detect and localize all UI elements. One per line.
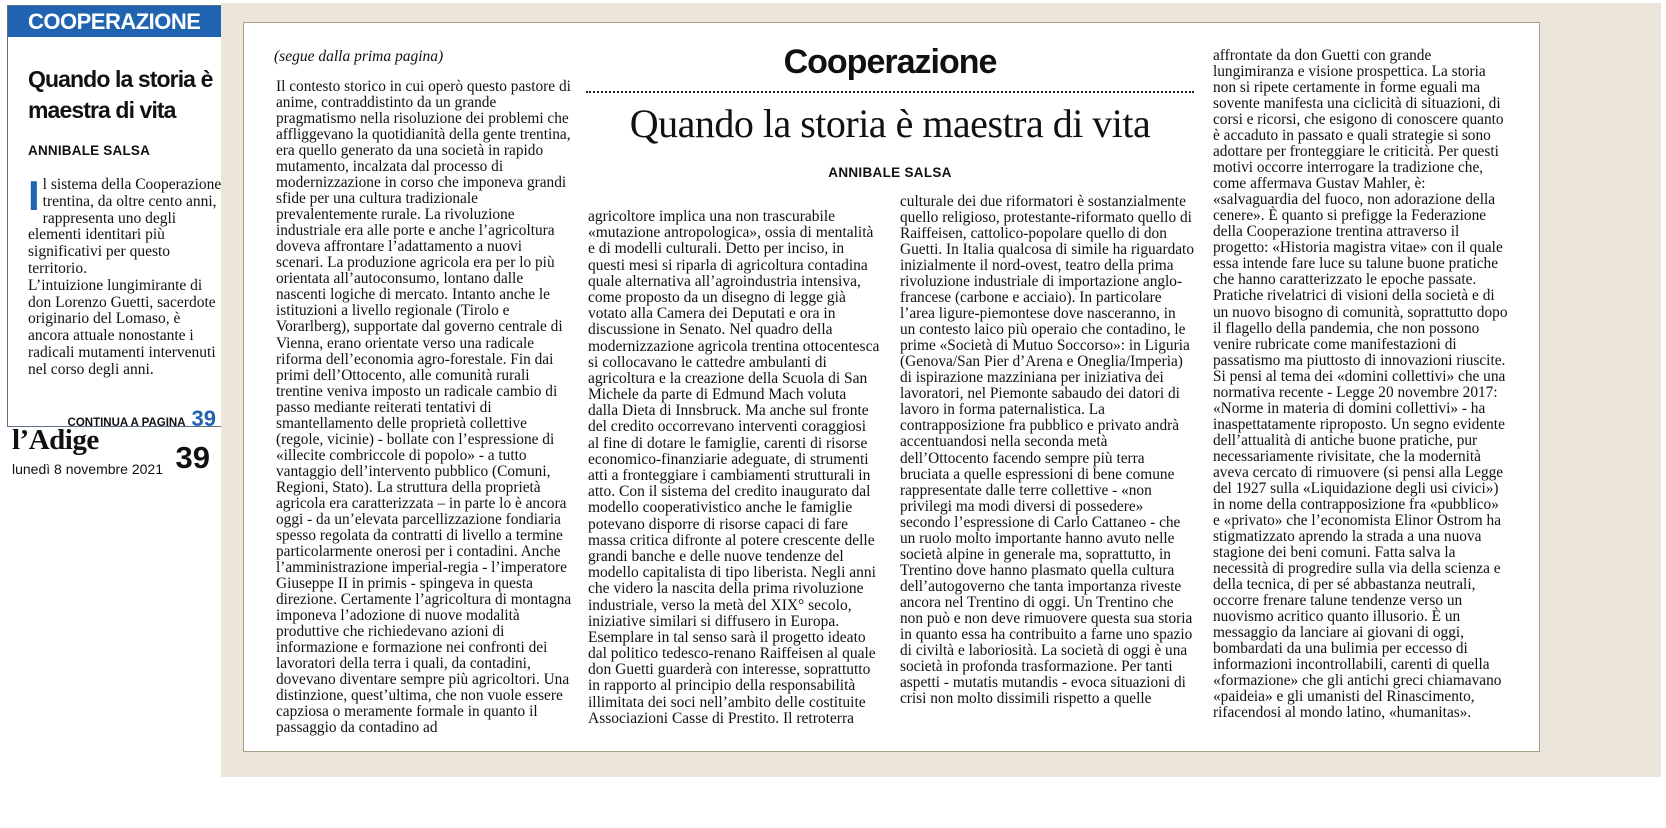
teaser-title: Quando la storia è maestra di vita (28, 66, 213, 123)
column-2-text: agricoltore implica una non trascurabile «mutazione antropologica», ossia di mentalità e di modelli culturali. Detto per inciso, in questi mesi si riparla di agricoltura contadina quale alternativa all’agroindustria intensiva, come proposto da un disegno di legge già votato alla Camera dei Deputati e ora in discussione in Senato. Nel quadro della modernizzazione agricola trentina ottocentesca si collocavano le cattedre ambulanti di agricoltura e la creazione della Scuola di San Michele da parte di Edmund Mach voluta dalla Dieta di Innsbruck. Ma anche sul fronte del credito occorrevano interventi coraggiosi al fine di dotare le famiglie, carenti di risorse economico-finanziarie adeguate, di strumenti atti a fronteggiare i cambiamenti strutturali in atto. Con il sistema del credito inaugurato dal modello cooperativistico anche le famiglie potevano disporre di risorse capaci di fare massa critica difronte al potere crescente delle grandi banche e delle nuove tendenze del modello capitalista di tipo liberista. Negli anni che videro la nascita della prima rivoluzione industriale, verso la metà del XIX° secolo, iniziative similari si diffusero in Europa. Esemplare in tal senso sarà il progetto ideato dal politico tedesco-renano Raiffeisen al quale don Guetti guarderà con interesse, soprattutto in rapporto al principio della responsabilità illimitata dei soci nell’ambito delle costituite Associazioni Casse di Prestito. Il retroterra (588, 208, 880, 727)
section-label: COOPERAZIONE (8, 6, 224, 37)
dotted-divider (586, 91, 1194, 93)
masthead (12, 424, 222, 484)
article-column-4 (1213, 48, 1509, 721)
column-4-text: affrontate da don Guetti con grande lungimiranza e visione prospettica. La storia non si ripete certamente in forme eguali ma sovente manifesta una ciclicità di situazioni, di corsi e ricorsi, che esigono di conoscere quanto è accaduto in passato e quali strategie si sono adottare per fronteggiare le criticità. Per questi motivi occorre interrogare la tradizione che, come affermava Gustav Mahler, è: «salvaguardia del fuoco, non adorazione della cenere». È quanto si prefigge la Federazione della Cooperazione trentina attraverso il progetto: «Historia magistra vitae» con il quale essa intende fare luce su talune buone pratiche che hanno caratterizzato le epoche passate. Pratiche rivelatrici di visioni della società e di un nuovo bisogno di comunità, soprattutto dopo il flagello della pandemia, che non possono venire rubricate come manifestazioni di passatismo ma piuttosto di innovazioni riuscite. Si pensi al tema dei «domini collettivi» che una normativa recente - Legge 20 novembre 2017: «Norme in materia di domini collettivi» - ha inaspettatamente riproposto. Un segno evidente dell’attualità di antiche buone pratiche, pur necessariamente rivisitate, che la modernità aveva cercato di rimuovere (si pensi alla Legge del 1927 sulla «Liquidazione degli usi civici») in nome della contrapposizione fra «pubblico» e «privato» che l’economista Elinor Ostrom ha stigmatizzato aprendo la strada a una nuova stagione dei beni comuni. Fatta salva la necessità di progredire sulla via della scienza e della tecnica, di per sé abbastanza neutrali, occorre frenare talune tendenze verso un nuovismo acritico quanto illusorio. È un messaggio da lanciare ai giovani di oggi, bombardati da una bulimia per eccesso di informazioni incontrollabili, carenti di quella «formazione» che gli antichi greci chiamavano «paideia» e gli umanisti del Rinascimento, rifacendosi al mondo latino, «humanitas». (1213, 47, 1508, 722)
teaser-paragraph-2: L’intuizione lungimirante di don Lorenzo Guetti, sacerdote originario del Lomaso, è ancora attuale nonostante i radicali mutamenti intervenuti nel corso degli anni. (28, 276, 216, 378)
continue-page-number: 39 (191, 406, 216, 431)
column-1-text: Il contesto storico in cui operò questo pastore di anime, contraddistinto da un grande pragmatismo nella risoluzione dei problemi che affliggevano la quotidianità della gente trentina, era quello generato da una società in rapido mutamento, incalzata dal processo di modernizzazione in corso che imponeva grandi sfide per una cultura tradizionale prevalentemente rurale. La rivoluzione industriale era alle porte e anche l’agricoltura doveva affrontare l’adattamento a nuovi scenari. La produzione agricola era per lo più orientata all’autoconsumo, lontano dalle nascenti logiche di mercato. Intanto anche le istituzioni a livello regionale (Tirolo e Vorarlberg), supportate dal governo centrale di Vienna, erano orientate verso una radicale riforma dell’economia agro-forestale. Fin dai primi dell’Ottocento, alle comunità rurali trentine veniva imposto un radicale cambio di passo mediante reiterati tentativi di smantellamento delle proprietà collettive (regole, vicinie) - bollate con l’espressione di «illecite combriccole di popolo» - a tutto vantaggio dell’intervento pubblico (Comuni, Regioni, Stato). La struttura della proprietà agricola era caratterizzata – in parte lo è ancora oggi - da un’elevata parcellizzazione fondiaria spesso regolata da contratti di livello a termine particolarmente onerosi per i contadini. Anche l’amministrazione imperial-regia - l’imperatore Giuseppe II in primis - spingeva in questa direzione. Certamente l’agricoltura di montagna imponeva l’adozione di nuove modalità produttive che richiedevano azioni di informazione e formazione nei confronti dei lavoratori della terra i quali, da contadini, dovevano diventare sempre più agricoltori. Una distinzione, quest’ultima, che non vuole essere capziosa o meramente formale in quanto il passaggio da contadino ad (276, 78, 572, 737)
article-headline: Quando la storia è maestra di vita (629, 101, 1151, 146)
newspaper-logo: l’Adige (12, 424, 99, 456)
article-column-1 (276, 79, 572, 736)
teaser-body (28, 172, 222, 379)
page-number: 39 (175, 440, 210, 475)
teaser-paragraph-1 (28, 172, 222, 278)
drop-cap: I (28, 172, 40, 219)
issue-date: lunedì 8 novembre 2021 (12, 461, 163, 477)
teaser-text-1: l sistema della Cooperazione trentina, da oltre cento anni, rappresenta uno degli elementi identitari più significativi per questo territorio. (28, 176, 222, 277)
article-kicker: Cooperazione (783, 43, 997, 81)
article-column-3 (900, 194, 1194, 707)
front-page-teaser (7, 5, 225, 431)
article-column-2 (588, 209, 880, 727)
teaser-box (7, 5, 223, 431)
article-byline: ANNIBALE SALSA (828, 165, 952, 180)
continued-note: (segue dalla prima pagina) (274, 48, 444, 65)
continue-label: CONTINUA A PAGINA (67, 417, 186, 429)
column-3-text: culturale dei due riformatori è sostanzialmente quello religioso, protestante-riformato quello di Raiffeisen, cattolico-popolare quello di don Guetti. In Italia qualcosa di simile ha riguardato inizialmente il nord-ovest, teatro della prima rivoluzione industriale di importazione anglo-francese (carbone e acciaio). In particolare l’area ligure-piemontese dove nasceranno, in un contesto laico più operaio che contadino, le prime «Società di Mutuo Soccorso»: in Liguria (Genova/San Pier d’Arena e Oneglia/Imperia) di ispirazione mazziniana per iniziativa dei lavoratori, nel Piemonte sabaudo dei datori di lavoro in forma paternalistica. La contrapposizione fra pubblico e privato andrà accentuandosi nella seconda metà dell’Ottocento facendo sempre più terra bruciata a quelle espressioni di bene comune rappresentate dalle terre collettive - «non privilegi ma modi diversi di possedere» secondo l’espressione di Carlo Cattaneo - che un ruolo molto importante hanno avuto nelle società alpine in generale ma, soprattutto, in Trentino dove hanno plasmato quella cultura dell’autogoverno che tanta importanza riveste ancora nel Trentino di oggi. Un Trentino che non può e non deve rimuovere questa sua storia in quanto essa ha contribuito a farne uno spazio di civiltà e laboriosità. La società di oggi è una società in profonda trasformazione. Per tanti aspetti - mutatis mutandis - evoca situazioni di crisi non molto dissimili rispetto a quelle (900, 193, 1194, 707)
teaser-author: ANNIBALE SALSA (28, 143, 151, 158)
